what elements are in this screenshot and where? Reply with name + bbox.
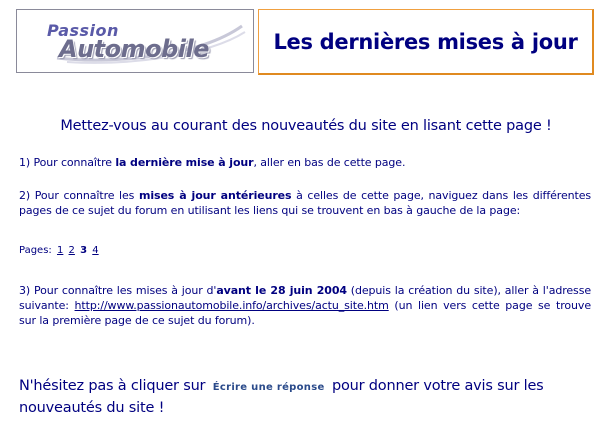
page-link-1[interactable]: 1 [56, 245, 64, 256]
pagination [19, 245, 99, 256]
p3-suffix: (un lien vers cette page se trouve sur la première page de ce sujet du forum). [19, 299, 591, 327]
p2-suffix: à celles de cette page, naviguez dans les différentes pages de ce sujet du forum en utilisant les liens qui se trouvent en bas à gauche de la page: [19, 189, 591, 217]
p3-prefix: 3) Pour connaître les mises à jour d' [19, 284, 217, 297]
paragraph-latest-update [19, 155, 591, 170]
closing-prefix: N'hésitez pas à cliquer sur [19, 378, 210, 394]
paragraph-archives [19, 283, 591, 328]
site-logo [16, 9, 254, 73]
p1-bold: la dernière mise à jour [115, 156, 254, 169]
closing-suffix: pour donner votre avis sur les nouveautés du site ! [19, 378, 544, 416]
p2-prefix: 2) Pour connaître les [19, 189, 139, 202]
page-link-2[interactable]: 2 [68, 245, 75, 256]
closing-text [19, 376, 599, 419]
p1-prefix: 1) Pour connaître [19, 156, 116, 169]
pagination-label: Pages: [19, 245, 52, 256]
paragraph-previous-updates [19, 188, 591, 218]
logo-passion-text: Passion [47, 21, 119, 40]
page-title: Les dernières mises à jour [273, 29, 578, 54]
archives-link[interactable]: http://www.passionautomobile.info/archives/actu_site.htm [74, 299, 389, 312]
p2-bold: mises à jour antérieures [138, 189, 292, 202]
logo-automobile-text: Automobile [59, 35, 210, 63]
intro-text: Mettez-vous au courant des nouveautés du site en lisant cette page ! [60, 118, 552, 134]
page-link-4[interactable]: 4 [92, 245, 99, 256]
page-header [258, 9, 594, 75]
page-current: 3 [80, 245, 88, 256]
p1-suffix: , aller en bas de cette page. [253, 156, 406, 169]
write-reply-button[interactable]: Écrire une réponse [212, 382, 325, 393]
p3-bold: avant le 28 juin 2004 [216, 284, 347, 297]
p3-middle: (depuis la création du site), aller à l'adresse suivante: [19, 284, 591, 312]
